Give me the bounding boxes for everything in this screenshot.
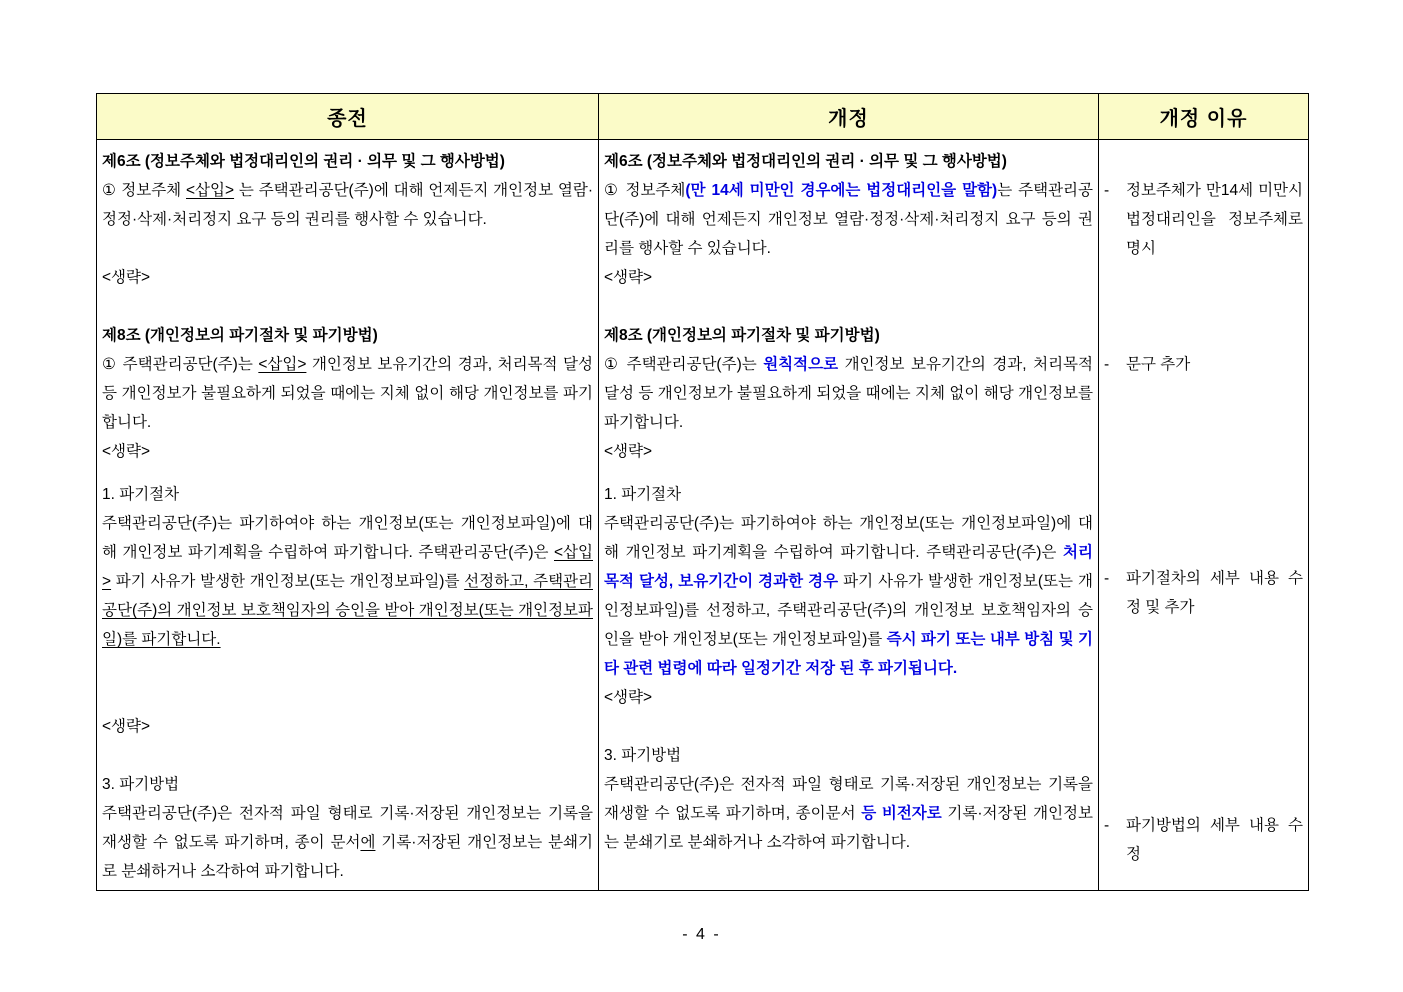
text-run: ① 정보주체 <box>102 182 186 199</box>
reason-dash: - <box>1104 182 1110 199</box>
added-text-run: 등 비전자로 <box>861 805 942 822</box>
blank-line <box>604 712 1093 741</box>
insertion-placeholder: <삽입> <box>258 356 307 373</box>
revised-omitted-marker-2: <생략> <box>604 443 653 460</box>
table-body-row <box>97 140 1309 891</box>
page-number: - 4 - <box>682 926 721 943</box>
revision-comparison-table <box>96 93 1309 891</box>
old-article6-heading: 제6조 (정보주체와 법정대리인의 권리 · 의무 및 그 행사방법) <box>102 153 505 170</box>
insertion-placeholder: <삽입> <box>186 182 235 199</box>
reason-text-3: 파기절차의 세부 내용 수정 및 추가 <box>1126 570 1303 616</box>
text-run: 개인정보 보유기간의 경과, 처리목적 달성 등 개인정보가 불필요하게 되었을 때에는 지체 없이 해당 개인정보를 파기합니다. <box>102 356 593 431</box>
blank-line <box>102 654 593 683</box>
text-run: ① 주택관리공단(주)는 <box>102 356 259 373</box>
reason-item-3 <box>1104 564 1303 622</box>
text-run: 주택관리공단(주)는 파기하여야 하는 개인정보(또는 개인정보파일)에 대해 개인정보 파기계획을 수립하여 파기합니다. 주택관리공단(주)은 <box>102 515 593 561</box>
added-text-run: 즉시 파기 또는 내부 방침 및 기타 관련 법령에 따라 일정기간 저장 된 후 파기됩니다. <box>604 631 1094 677</box>
column-header-reason: 개정 이유 <box>1099 94 1309 140</box>
old-text-cell <box>97 140 599 891</box>
blank-line <box>102 683 593 712</box>
text-run: 주택관리공단(주)은 전자적 파일 형태로 기록·저장된 개인정보는 기록을 재생할 수 없도록 파기하며, 종이 문서 <box>102 805 593 851</box>
blank-line <box>102 741 593 770</box>
text-run: 는 주택관리공단(주)에 대해 언제든지 개인정보 열람·정정·삭제·처리정지 요구 등의 권리를 행사할 수 있습니다. <box>604 182 1093 257</box>
text-run: 주택관리공단(주)은 전자적 파일 형태로 기록·저장된 개인정보는 기록을 재생할 수 없도록 파기하며, 종이문서 <box>604 776 1093 822</box>
old-omitted-marker-1: <생략> <box>102 269 151 286</box>
revised-text-cell <box>599 140 1099 891</box>
insertion-placeholder: <삽입> <box>102 544 593 590</box>
reason-dash: - <box>1104 356 1110 373</box>
old-article8-clause <box>102 350 593 437</box>
added-text-run: (만 14세 미만인 경우에는 법정대리인을 말함) <box>685 182 998 199</box>
text-run: 파기 사유가 발생한 개인정보(또는 개인정보파일)를 선정하고, 주택관리공단(주)의 개인정보 보호책임자의 승인을 받아 개인정보(또는 <box>604 573 1094 648</box>
text-run: 주택관리공단(주)는 파기하여야 하는 개인정보(또는 개인정보파일)에 대해 개인정보 파기계획을 수립하여 파기합니다. 주택관리공단(주)은 <box>604 515 1093 561</box>
reason-item-4 <box>1104 811 1303 869</box>
reason-item-1 <box>1104 176 1303 263</box>
column-header-revised: 개정 <box>599 94 1099 140</box>
text-run: ① 정보주체 <box>604 182 686 199</box>
old-destruction-procedure-paragraph <box>102 509 593 654</box>
text-run: 기록·저장된 개인정보는 분쇄기로 분쇄하거나 소각하여 파기합니다. <box>102 834 594 880</box>
text-run: 는 주택관리공단(주)에 대해 언제든지 개인정보 열람·정정·삭제·처리정지 요구 등의 권리를 행사할 수 있습니다. <box>102 182 593 228</box>
added-text-run: 원칙적으로 <box>763 356 839 373</box>
text-run: 기록·저장된 개인정보는 분쇄기로 분쇄하거나 소각하여 파기합니다. <box>604 805 1093 851</box>
reason-cell <box>1099 140 1309 891</box>
text-run: 파기 사유가 발생한 개인정보(또는 개인정보파일)를 <box>111 573 465 590</box>
reason-dash: - <box>1104 817 1110 834</box>
blank-line <box>102 292 593 321</box>
revised-omitted-marker-1: <생략> <box>604 269 653 286</box>
revised-article6-heading: 제6조 (정보주체와 법정대리인의 권리 · 의무 및 그 행사방법) <box>604 153 1007 170</box>
revised-article8-clause <box>604 350 1093 437</box>
old-omitted-marker-3: <생략> <box>102 718 151 735</box>
reason-dash: - <box>1104 570 1110 587</box>
revised-destruction-method-paragraph <box>604 770 1093 857</box>
column-header-old: 종전 <box>97 94 599 140</box>
reason-text-4: 파기방법의 세부 내용 수정 <box>1126 817 1303 863</box>
revised-destruction-method-title: 3. 파기방법 <box>604 747 682 764</box>
reason-text-1: 정보주체가 만14세 미만시 법정대리인을 정보주체로 명시 <box>1126 182 1303 257</box>
text-run: 개인정보파일)를 <box>772 631 887 648</box>
text-run: 개인정보 보유기간의 경과, 처리목적 달성 등 개인정보가 불필요하게 되었을 때에는 지체 없이 해당 개인정보를 파기합니다. <box>604 356 1093 431</box>
text-run: ① 주택관리공단(주)는 <box>604 356 764 373</box>
old-omitted-marker-2: <생략> <box>102 443 151 460</box>
table-header-row <box>97 94 1309 140</box>
revised-omitted-marker-3: <생략> <box>604 689 653 706</box>
reason-item-2 <box>1104 350 1303 379</box>
old-article6-clause <box>102 176 593 234</box>
old-destruction-method-paragraph <box>102 799 593 886</box>
added-text-run: 처리목적 달성, 보유기간이 경과한 경우 <box>604 544 1093 590</box>
old-article8-heading: 제8조 (개인정보의 파기절차 및 파기방법) <box>102 327 378 344</box>
old-destruction-method-title: 3. 파기방법 <box>102 776 180 793</box>
reason-text-2: 문구 추가 <box>1126 356 1191 373</box>
blank-line <box>604 292 1093 321</box>
underlined-text-run: 선정하고, 주택관리공단(주)의 개인정보 보호책임자의 승인을 받아 개인정보(또는 개인정보파일)를 파기합니다. <box>102 573 593 648</box>
underlined-text-run: 에 <box>360 834 376 851</box>
blank-line <box>102 234 593 263</box>
revised-destruction-procedure-title: 1. 파기절차 <box>604 486 682 503</box>
revised-destruction-procedure-paragraph <box>604 509 1093 683</box>
old-destruction-procedure-title: 1. 파기절차 <box>102 486 180 503</box>
revised-article6-clause <box>604 176 1093 263</box>
revised-article8-heading: 제8조 (개인정보의 파기절차 및 파기방법) <box>604 327 880 344</box>
